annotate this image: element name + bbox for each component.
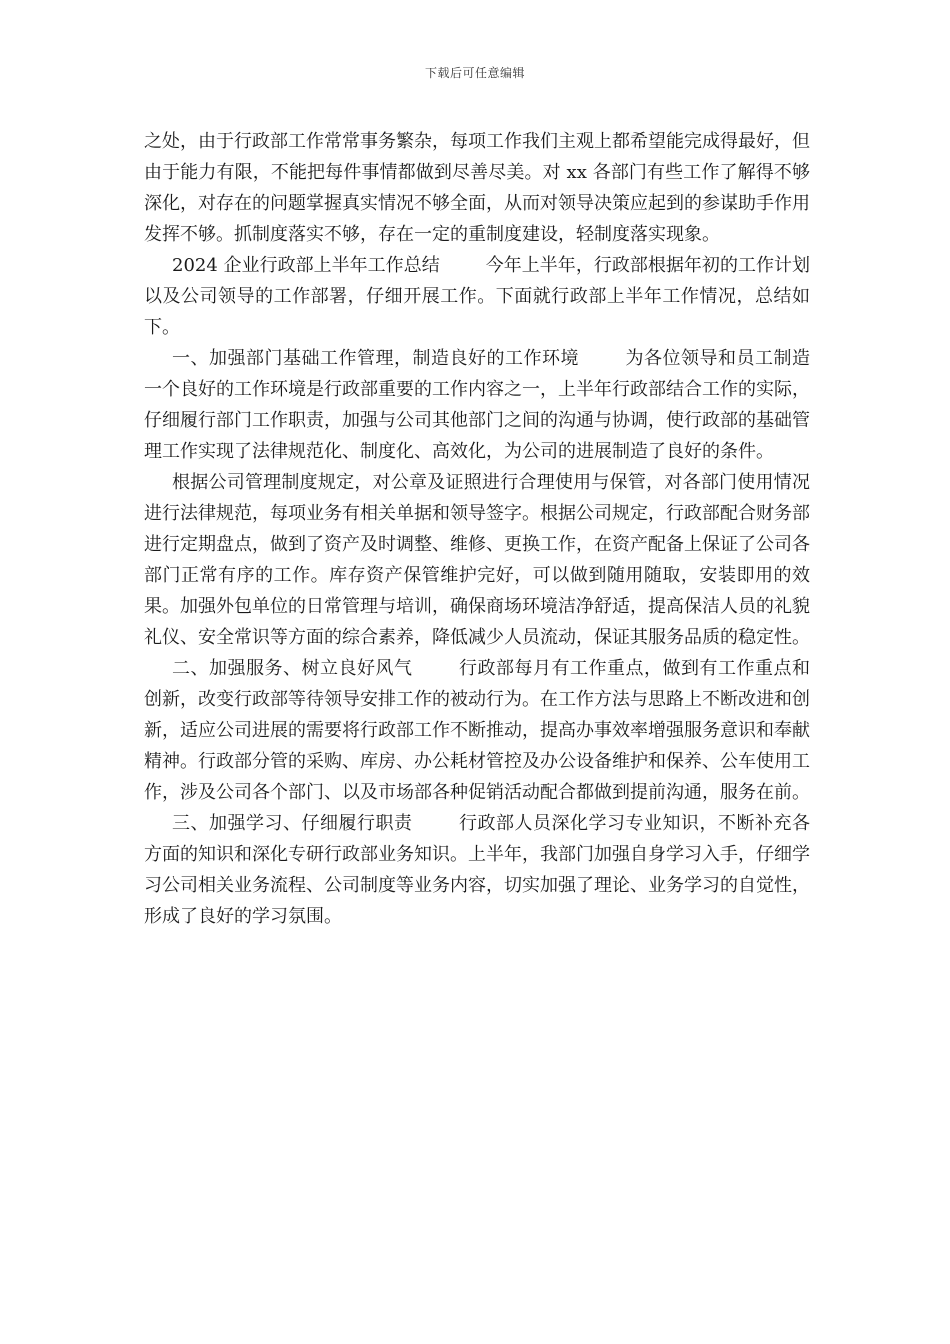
paragraph-6 <box>144 808 810 932</box>
section-heading: 一、加强部门基础工作管理，制造良好的工作环境 <box>172 348 579 369</box>
page-header: 下载后可任意编辑 <box>424 66 525 80</box>
paragraph-3 <box>144 343 810 467</box>
document-body <box>144 126 810 932</box>
section-heading: 二、加强服务、树立良好风气 <box>172 658 413 679</box>
paragraph-text: 今年上半年，行政部根据年初的工作计划以及公司领导的工作部署，仔细开展工作。下面就行政部上半年工作情况，总结如下。 <box>144 255 811 338</box>
section-heading: 2024 企业行政部上半年工作总结 <box>172 255 440 276</box>
paragraph-text: 行政部人员深化学习专业知识，不断补充各方面的知识和深化专研行政部业务知识。上半年，我部门加强自身学习入手，仔细学习公司相关业务流程、公司制度等业务内容，切实加强了理论、业务学习的自觉性，形成了良好的学习氛围。 <box>144 813 810 927</box>
paragraph-text: 为各位领导和员工制造一个良好的工作环境是行政部重要的工作内容之一，上半年行政部结合工作的实际，仔细履行部门工作职责，加强与公司其他部门之间的沟通与协调，使行政部的基础管理工作实现了法律规范化、制度化、高效化，为公司的进展制造了良好的条件。 <box>144 348 810 462</box>
paragraph-text: 之处，由于行政部工作常常事务繁杂，每项工作我们主观上都希望能完成得最好，但由于能力有限，不能把每件事情都做到尽善尽美。对 xx 各部门有些工作了解得不够深化，对存在的问题掌握真实情况不够全面，从而对领导决策应起到的参谋助手作用发挥不够。抓制度落实不够，存在一定的重制度建设，轻制度落实现象。 <box>144 131 810 245</box>
section-heading: 三、加强学习、仔细履行职责 <box>172 813 413 834</box>
paragraph-4 <box>144 467 810 653</box>
paragraph-2 <box>144 250 810 343</box>
paragraph-1 <box>144 126 810 250</box>
paragraph-text: 行政部每月有工作重点，做到有工作重点和创新，改变行政部等待领导安排工作的被动行为。在工作方法与思路上不断改进和创新，适应公司进展的需要将行政部工作不断推动，提高办事效率增强服务意识和奉献精神。行政部分管的采购、库房、办公耗材管控及办公设备维护和保养、公车使用工作，涉及公司各个部门、以及市场部各种促销活动配合都做到提前沟通，服务在前。 <box>144 658 810 803</box>
paragraph-text: 根据公司管理制度规定，对公章及证照进行合理使用与保管，对各部门使用情况进行法律规范，每项业务有相关单据和领导签字。根据公司规定，行政部配合财务部进行定期盘点，做到了资产及时调整、维修、更换工作，在资产配备上保证了公司各部门正常有序的工作。库存资产保管维护完好，可以做到随用随取，安装即用的效果。加强外包单位的日常管理与培训，确保商场环境洁净舒适，提高保洁人员的礼貌礼仪、安全常识等方面的综合素养，降低减少人员流动，保证其服务品质的稳定性。 <box>144 472 810 648</box>
paragraph-5 <box>144 653 810 808</box>
